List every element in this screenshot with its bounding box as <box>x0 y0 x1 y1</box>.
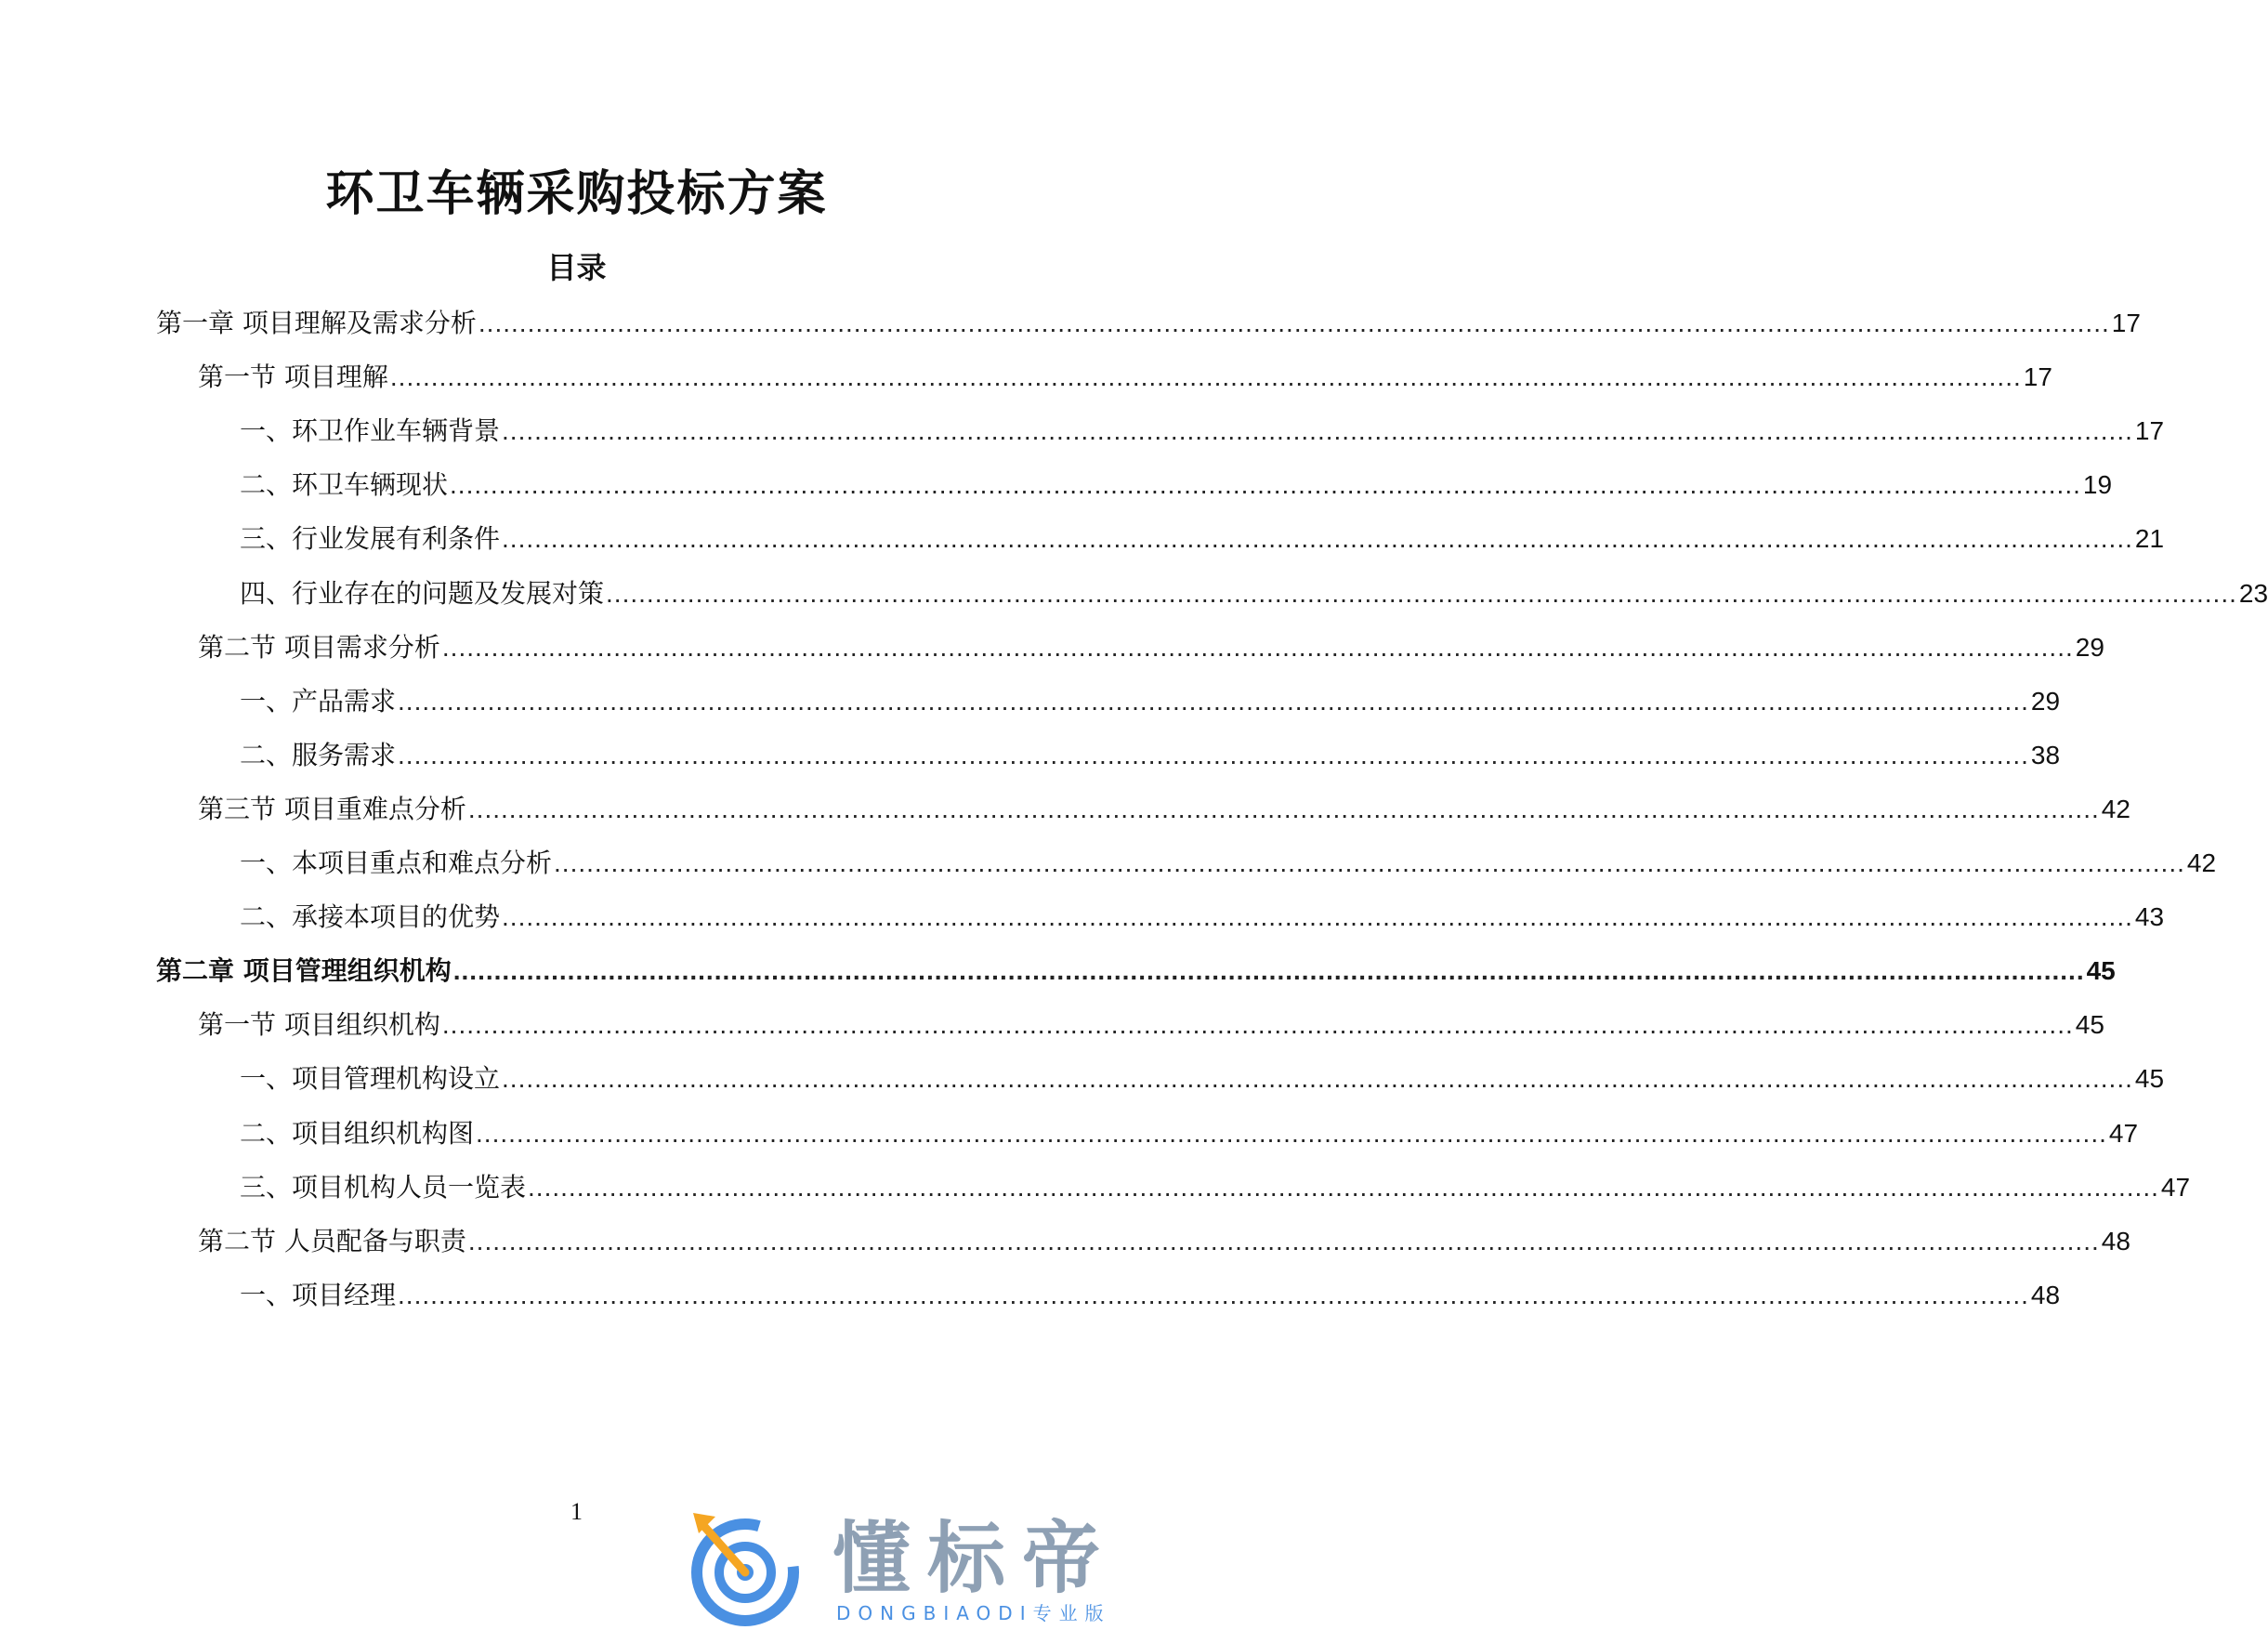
toc-entry[interactable] <box>240 1060 2165 1098</box>
toc-entry[interactable] <box>198 791 2130 828</box>
toc-entry-page: 42 <box>2101 795 2130 823</box>
toc-entry[interactable] <box>198 1223 2130 1260</box>
toc-leader-dots: ........................................................................................................................................................................................................ <box>502 902 2133 931</box>
toc-entry-label: 一、项目管理机构设立 <box>240 1063 501 1094</box>
toc-entry-page: 45 <box>2134 1064 2165 1093</box>
toc-entry-label: 四、行业存在的问题及发展对策 <box>240 578 605 609</box>
toc-entry-label: 二、承接本项目的优势 <box>240 901 501 932</box>
toc-entry[interactable] <box>240 467 2113 504</box>
toc-entry[interactable] <box>240 520 2165 558</box>
toc-leader-dots: ........................................................................................................................................................................................................ <box>502 1064 2133 1093</box>
watermark-logo <box>688 1505 1134 1626</box>
toc-entry-label: 三、行业发展有利条件 <box>240 523 501 554</box>
toc-leader-dots: ........................................................................................................................................................................................................ <box>606 579 2237 608</box>
toc-leader-dots: ........................................................................................................................................................................................................ <box>450 470 2081 499</box>
toc-entry[interactable] <box>156 953 2116 990</box>
toc-entry-page: 17 <box>2111 309 2141 337</box>
toc-entry-page: 43 <box>2134 902 2165 931</box>
target-arrow-icon <box>688 1505 827 1626</box>
toc-entry-label: 三、项目机构人员一览表 <box>240 1172 527 1203</box>
toc-entry-label: 第二节 人员配备与职责 <box>198 1226 466 1256</box>
toc-entry-label: 一、环卫作业车辆背景 <box>240 415 501 446</box>
toc-entry-label: 第一章 项目理解及需求分析 <box>156 308 477 338</box>
toc-entry[interactable] <box>240 1277 2061 1314</box>
toc-entry-label: 第二章 项目管理组织机构 <box>156 955 452 986</box>
toc-entry-label: 一、项目经理 <box>240 1280 397 1310</box>
toc-entry-page: 38 <box>2030 741 2061 769</box>
page-number: 1 <box>570 1498 583 1525</box>
toc-leader-dots: ........................................................................................................................................................................................................ <box>467 1227 2100 1255</box>
watermark-subtext: DONGBIAODI专业版 <box>836 1602 1111 1624</box>
toc-entry-label: 第二节 项目需求分析 <box>198 632 440 663</box>
toc-entry-label: 二、环卫车辆现状 <box>240 469 449 500</box>
toc-entry-page: 45 <box>2075 1010 2104 1039</box>
toc-entry-page: 47 <box>2160 1173 2191 1202</box>
toc-leader-dots: ........................................................................................................................................................................................................ <box>441 633 2074 662</box>
toc-entry-page: 45 <box>2086 956 2116 985</box>
toc-entry-page: 29 <box>2075 633 2104 662</box>
toc-leader-dots: ........................................................................................................................................................................................................ <box>441 1010 2074 1039</box>
toc-leader-dots: ........................................................................................................................................................................................................ <box>398 741 2029 769</box>
toc-leader-dots: ........................................................................................................................................................................................................ <box>502 416 2133 445</box>
toc-leader-dots: ........................................................................................................................................................................................................ <box>467 795 2100 823</box>
toc-entry[interactable] <box>240 845 2217 882</box>
toc-entry-page: 23 <box>2238 579 2268 608</box>
toc-entry[interactable] <box>240 683 2061 720</box>
toc-leader-dots: ........................................................................................................................................................................................................ <box>554 848 2185 877</box>
toc-entry[interactable] <box>240 1115 2139 1152</box>
toc-entry-label: 第一节 项目理解 <box>198 361 388 392</box>
toc-leader-dots: ........................................................................................................................................................................................................ <box>452 956 2085 985</box>
toc-entry[interactable] <box>156 305 2141 342</box>
toc-entry-label: 第三节 项目重难点分析 <box>198 794 466 824</box>
toc-entry-label: 一、本项目重点和难点分析 <box>240 848 553 878</box>
toc-entry-label: 二、服务需求 <box>240 740 397 770</box>
toc-entry[interactable] <box>240 899 2165 936</box>
toc-entry[interactable] <box>240 1169 2191 1206</box>
toc-leader-dots: ........................................................................................................................................................................................................ <box>398 687 2029 716</box>
toc-entry-page: 48 <box>2030 1281 2061 1309</box>
document-title: 环卫车辆采购投标方案 <box>325 166 828 222</box>
toc-leader-dots: ........................................................................................................................................................................................................ <box>476 1119 2107 1148</box>
watermark-text: 懂标帝 <box>832 1513 1118 1604</box>
toc-leader-dots: ........................................................................................................................................................................................................ <box>478 309 2110 337</box>
toc-entry[interactable] <box>198 359 2052 396</box>
toc-entry-page: 48 <box>2101 1227 2130 1255</box>
toc-entry-label: 第一节 项目组织机构 <box>198 1009 440 1040</box>
toc-entry-page: 21 <box>2134 524 2165 553</box>
toc-heading: 目录 <box>546 250 607 285</box>
toc-entry[interactable] <box>198 1006 2104 1044</box>
toc-entry[interactable] <box>240 413 2165 450</box>
toc-entry-page: 29 <box>2030 687 2061 716</box>
toc-entry-label: 二、项目组织机构图 <box>240 1118 475 1149</box>
toc-entry[interactable] <box>240 737 2061 774</box>
toc-entry[interactable] <box>198 629 2104 666</box>
toc-entry[interactable] <box>240 575 2268 612</box>
toc-entry-label: 一、产品需求 <box>240 686 397 716</box>
toc-entry-page: 47 <box>2108 1119 2139 1148</box>
toc-leader-dots: ........................................................................................................................................................................................................ <box>502 524 2133 553</box>
toc-entry-page: 42 <box>2186 848 2217 877</box>
toc-leader-dots: ........................................................................................................................................................................................................ <box>389 362 2022 391</box>
toc-entry-page: 17 <box>2023 362 2052 391</box>
toc-entry-page: 19 <box>2082 470 2113 499</box>
toc-entry-page: 17 <box>2134 416 2165 445</box>
toc-leader-dots: ........................................................................................................................................................................................................ <box>398 1281 2029 1309</box>
toc-leader-dots: ........................................................................................................................................................................................................ <box>528 1173 2159 1202</box>
